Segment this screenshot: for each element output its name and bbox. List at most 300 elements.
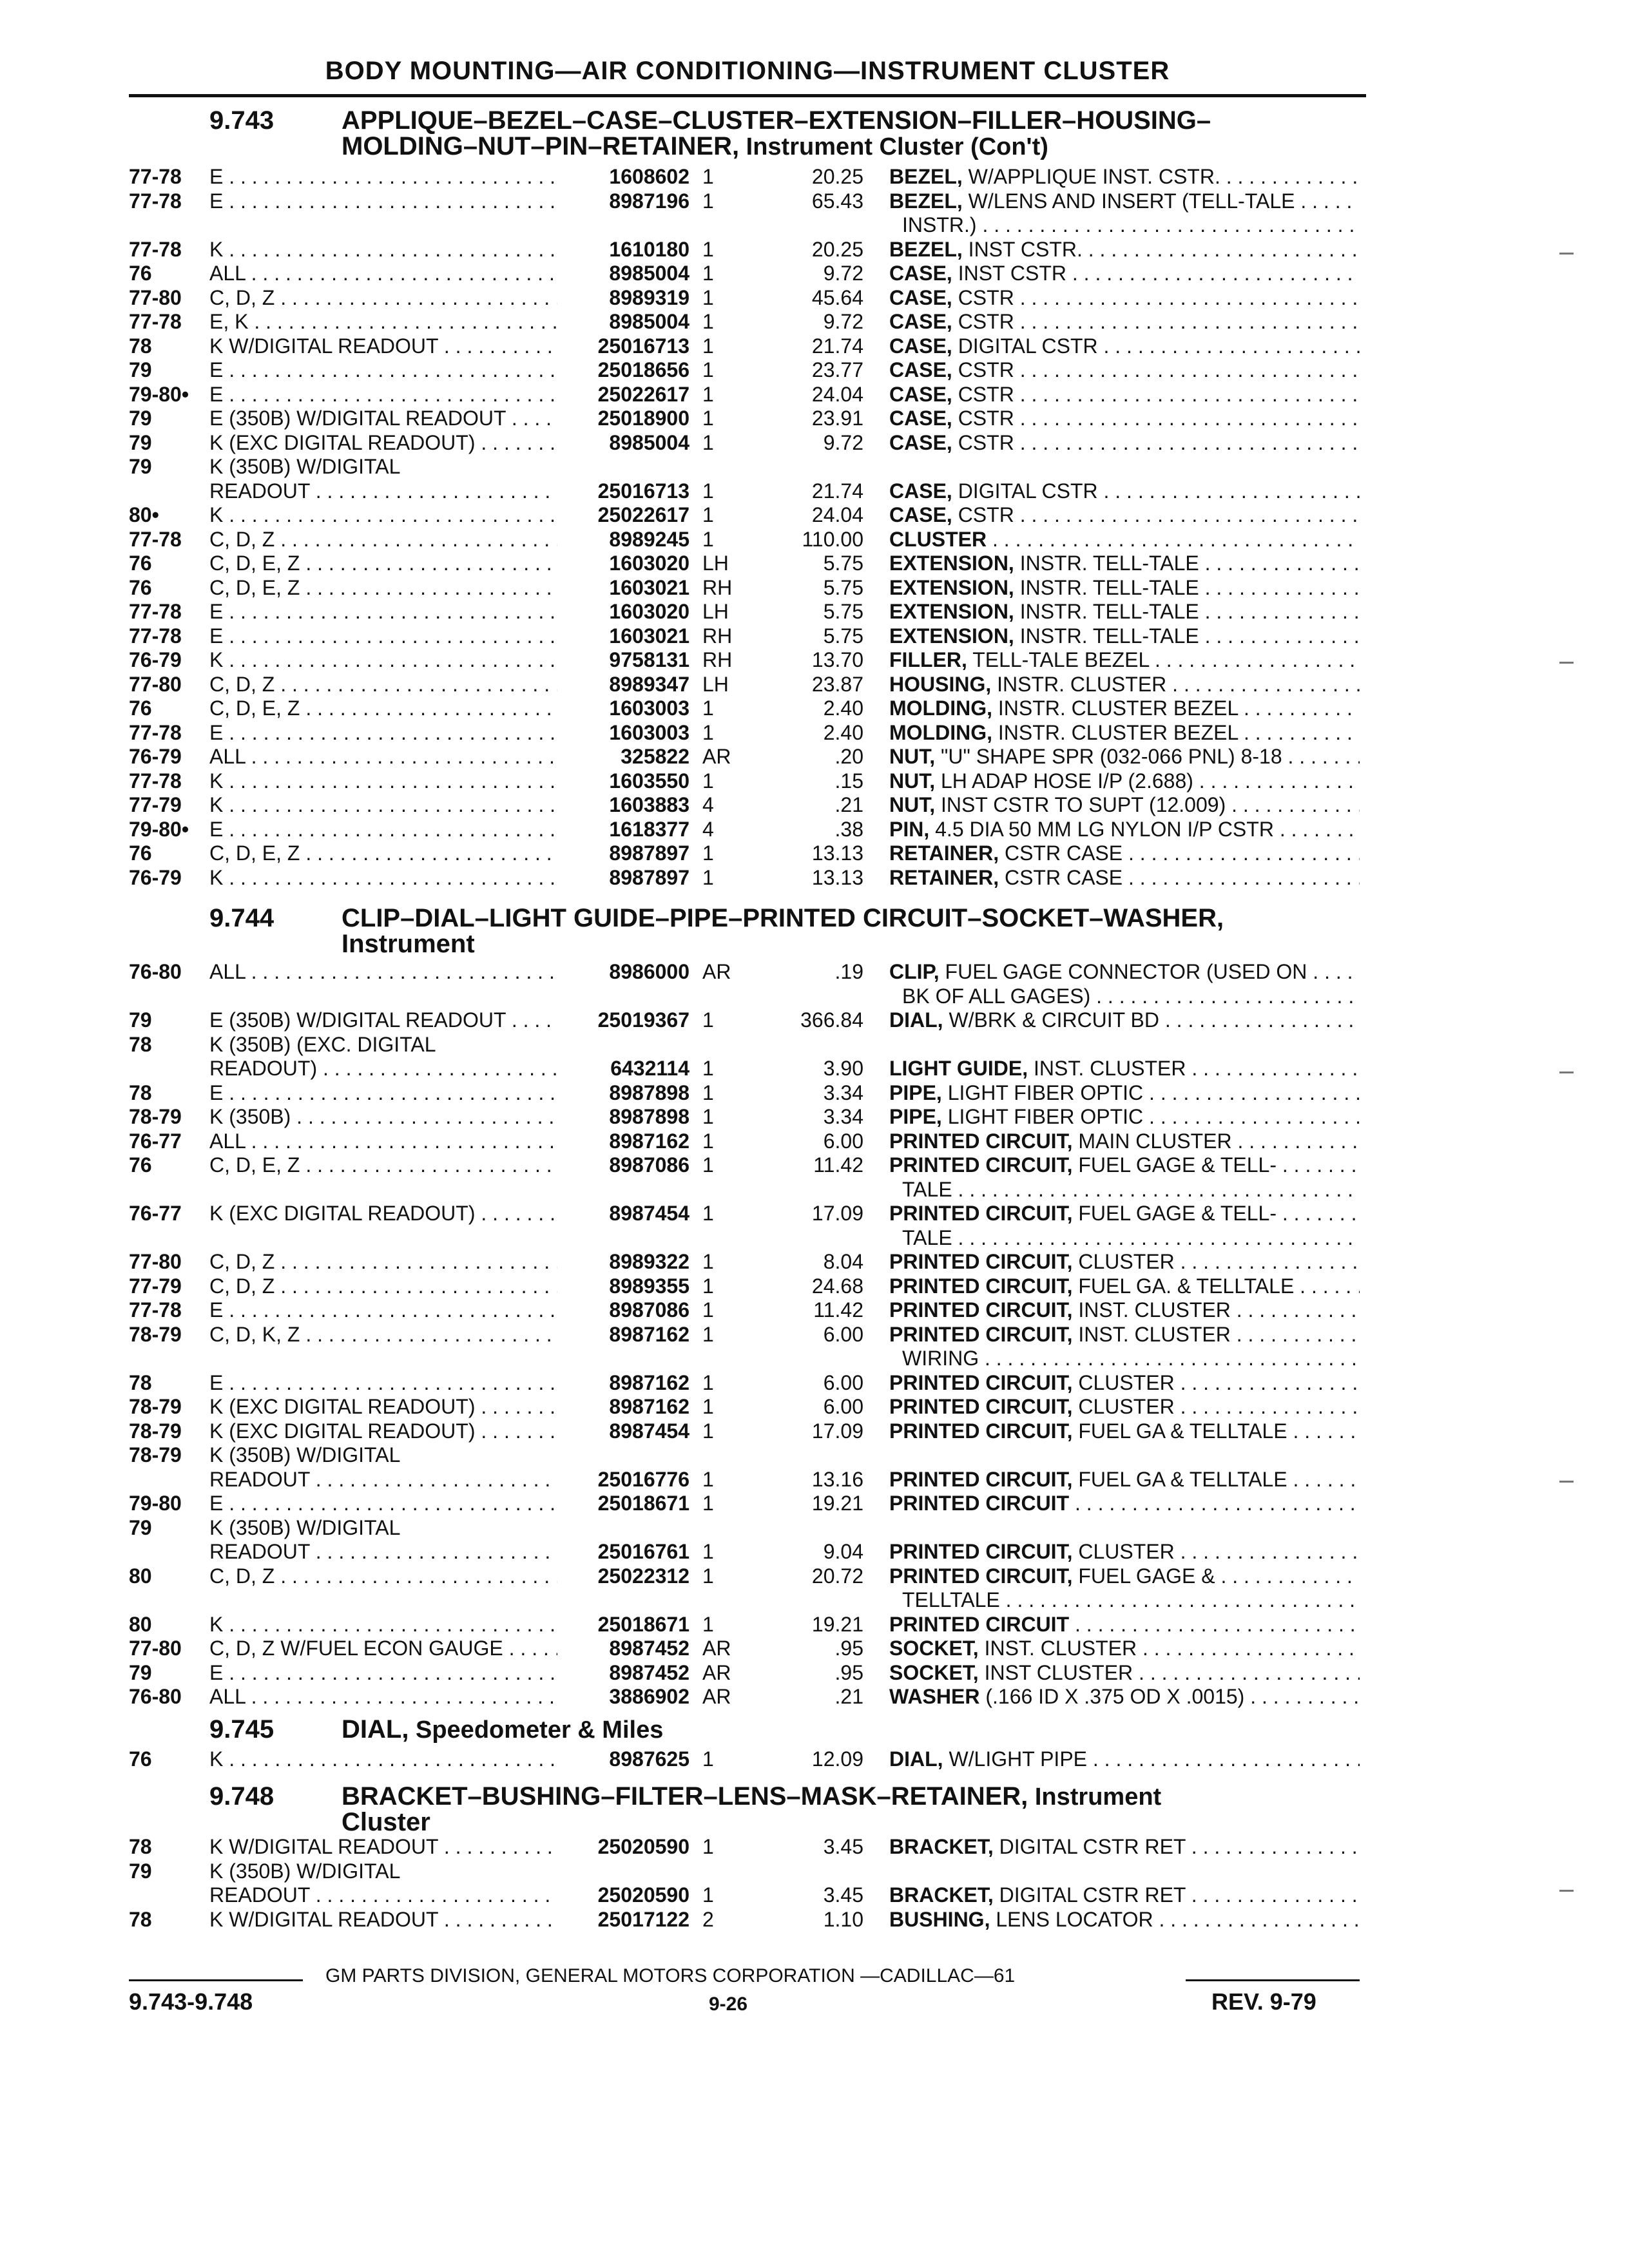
application: K (EXC DIGITAL READOUT) . . . (209, 1395, 557, 1419)
quantity: 1 (702, 358, 714, 381)
application: E . . . (209, 1661, 557, 1685)
quantity: 1 (702, 1322, 714, 1346)
model-year: 77-78 (129, 165, 182, 188)
model-year: 76 (129, 1153, 152, 1177)
table-row (0, 1908, 1629, 1932)
description-keyword: SOCKET, (889, 1660, 979, 1684)
model-year: 76-80 (129, 1685, 182, 1708)
description (889, 1492, 1360, 1515)
description (889, 600, 1360, 624)
price: 13.70 (811, 648, 863, 671)
description-keyword: BEZEL, (889, 189, 963, 213)
price: .21 (834, 1685, 863, 1708)
description-keyword: CASE, (889, 358, 952, 381)
description-keyword: HOUSING, (889, 672, 992, 696)
section-number: 9.748 (209, 1782, 275, 1811)
description-keyword: BRACKET, (889, 1835, 994, 1858)
price: 11.42 (813, 1298, 863, 1321)
quantity: 4 (702, 817, 714, 841)
margin-tick (1559, 253, 1574, 255)
quantity: 1 (702, 1419, 714, 1443)
part-number: 8987897 (609, 865, 689, 889)
price: 5.75 (823, 600, 863, 623)
price: 1.10 (823, 1907, 863, 1931)
description-text: DIGITAL CSTR (952, 479, 1098, 503)
table-row (0, 866, 1629, 890)
table-row (0, 1008, 1629, 1032)
application: ALL . . . (209, 960, 557, 984)
model-year: 76-77 (129, 1129, 182, 1153)
footer-publisher: GM PARTS DIVISION, GENERAL MOTORS CORPORATION —CADILLAC—61 (325, 1965, 1016, 1986)
price: 3.45 (823, 1883, 863, 1907)
description-text: CLUSTER (1072, 1370, 1175, 1394)
model-year: 79 (129, 1660, 152, 1684)
application: E . . . (209, 818, 557, 841)
price: 17.09 (811, 1202, 863, 1225)
description (889, 1298, 1360, 1322)
table-row (0, 1443, 1629, 1467)
price: .95 (834, 1660, 863, 1684)
model-year: 78 (129, 1032, 152, 1056)
part-number: 25019367 (597, 1008, 689, 1032)
quantity: 1 (702, 1274, 714, 1298)
description-text: CSTR (952, 407, 1014, 430)
application: E . . . (209, 624, 557, 648)
table-row (0, 431, 1629, 455)
description-text: LENS LOCATOR (990, 1907, 1153, 1931)
application: C, D, E, Z . . . (209, 1153, 557, 1177)
price: 13.16 (811, 1467, 863, 1491)
application: K . . . (209, 793, 557, 817)
model-year: 76 (129, 262, 152, 285)
application: C, D, Z . . . (209, 1564, 557, 1588)
description (889, 793, 1360, 817)
table-row (0, 310, 1629, 334)
price: 21.74 (811, 334, 863, 358)
description (889, 383, 1360, 407)
application: READOUT) . . . (209, 1057, 557, 1081)
table-row (0, 165, 1629, 189)
model-year: 78-79 (129, 1395, 182, 1418)
application: READOUT . . . (209, 1540, 557, 1564)
part-number: 25020590 (597, 1835, 689, 1858)
description-text: INSTR. TELL-TALE (1014, 600, 1199, 623)
price: .21 (834, 793, 863, 816)
part-number: 25016713 (597, 334, 689, 358)
price: .38 (834, 817, 863, 841)
quantity: 1 (702, 430, 714, 454)
description (889, 960, 1360, 984)
application: C, D, Z . . . (209, 673, 557, 697)
price: 3.90 (823, 1057, 863, 1080)
table-row (0, 960, 1629, 984)
table-row (0, 358, 1629, 382)
description (889, 1637, 1360, 1660)
description (889, 624, 1360, 648)
price: 6.00 (823, 1395, 863, 1418)
quantity: 1 (702, 237, 714, 261)
description-keyword: PRINTED CIRCUIT, (889, 1419, 1073, 1443)
description (889, 1468, 1360, 1492)
description (889, 1008, 1360, 1032)
application: E . . . (209, 165, 557, 189)
model-year: 77-78 (129, 189, 182, 213)
description-text: FUEL GAGE CONNECTOR (USED ON (939, 960, 1307, 983)
price: 20.25 (811, 237, 863, 261)
part-number: 8987452 (609, 1637, 689, 1660)
part-number: 325822 (621, 745, 689, 768)
application: C, D, Z . . . (209, 1250, 557, 1274)
description (889, 673, 1360, 697)
part-number: 8987162 (609, 1370, 689, 1394)
model-year: 78-79 (129, 1322, 182, 1346)
part-number: 25022312 (597, 1564, 689, 1588)
description (889, 1883, 1360, 1907)
table-row (0, 1883, 1629, 1907)
description-text: CLUSTER (1072, 1395, 1175, 1418)
description-keyword: PRINTED CIRCUIT, (889, 1298, 1073, 1321)
model-year: 78 (129, 1835, 152, 1858)
table-row (0, 793, 1629, 817)
application: K (EXC DIGITAL READOUT) . . . (209, 1419, 557, 1443)
description-keyword: PRINTED CIRCUIT, (889, 1202, 1073, 1225)
description (889, 1153, 1360, 1177)
part-number: 8986000 (609, 960, 689, 983)
table-row (0, 238, 1629, 262)
part-number: 1603021 (609, 624, 689, 648)
table-row (0, 1835, 1629, 1859)
margin-tick (1559, 1072, 1574, 1073)
footer-section-range: 9.743-9.748 (129, 1988, 253, 2015)
description-text: TELL-TALE BEZEL (967, 648, 1150, 671)
application: K (350B) W/DIGITAL (209, 1859, 401, 1883)
model-year: 76 (129, 841, 152, 865)
section-title-line2 (342, 132, 1048, 161)
part-number: 8987086 (609, 1298, 689, 1321)
table-row (0, 1274, 1629, 1298)
quantity: 1 (702, 262, 714, 285)
model-year: 76 (129, 1747, 152, 1771)
table-row (0, 286, 1629, 310)
description-text: CSTR (952, 382, 1014, 406)
table-row (0, 600, 1629, 624)
price: 23.77 (811, 358, 863, 381)
part-number: 8989245 (609, 527, 689, 551)
description (889, 1685, 1360, 1709)
description-text: W/APPLIQUE INST. CSTR. (962, 165, 1220, 188)
description-keyword: PIPE, (889, 1105, 942, 1128)
description-keyword: RETAINER, (889, 841, 999, 865)
application: C, D, E, Z . . . (209, 552, 557, 575)
description (889, 697, 1360, 720)
description-continuation: BK OF ALL GAGES) . . . (902, 985, 1360, 1008)
section-title-bold: BRACKET–BUSHING–FILTER–LENS–MASK–RETAINER, (342, 1782, 1028, 1811)
description (889, 1274, 1360, 1298)
application: K W/DIGITAL READOUT . . . (209, 1835, 557, 1859)
description-keyword: EXTENSION, (889, 552, 1014, 575)
description-text: CSTR (952, 310, 1014, 333)
price: 5.75 (823, 575, 863, 599)
description (889, 528, 1360, 552)
quantity: 1 (702, 1008, 714, 1032)
price: 9.72 (823, 430, 863, 454)
part-number: 8987086 (609, 1153, 689, 1177)
description (889, 431, 1360, 455)
application: E (350B) W/DIGITAL READOUT . . . (209, 1008, 557, 1032)
description-text: INST. CLUSTER (1072, 1298, 1231, 1321)
table-row (0, 1516, 1629, 1540)
application: C, D, E, Z . . . (209, 841, 557, 865)
description-keyword: PRINTED CIRCUIT, (889, 1564, 1073, 1588)
table-row (0, 1323, 1629, 1347)
section-title-line1 (342, 1715, 663, 1744)
description-text: CSTR (952, 285, 1014, 309)
part-number: 8987162 (609, 1322, 689, 1346)
application: E . . . (209, 189, 557, 213)
model-year: 77-78 (129, 769, 182, 793)
price: 5.75 (823, 624, 863, 648)
part-number: 8985004 (609, 310, 689, 333)
quantity: 1 (702, 1081, 714, 1104)
price: 6.00 (823, 1322, 863, 1346)
section-title-line1: CLIP–DIAL–LIGHT GUIDE–PIPE–PRINTED CIRCUIT–SOCKET–WASHER, (342, 904, 1224, 932)
description-text: INSTR. TELL-TALE (1014, 552, 1199, 575)
description-keyword: CASE, (889, 503, 952, 526)
price: 65.43 (811, 189, 863, 213)
application: C, D, Z . . . (209, 528, 557, 552)
table-row (0, 383, 1629, 407)
price: 19.21 (811, 1492, 863, 1515)
description-text: LIGHT FIBER OPTIC (941, 1105, 1144, 1128)
model-year: 78-79 (129, 1419, 182, 1443)
table-row (0, 1105, 1629, 1129)
description-keyword: CASE, (889, 262, 952, 285)
quantity: 1 (702, 1298, 714, 1321)
model-year: 78-79 (129, 1443, 182, 1466)
table-row (0, 503, 1629, 527)
model-year: 79 (129, 407, 152, 430)
part-number: 25020590 (597, 1883, 689, 1907)
description-text: FUEL GAGE & (1072, 1564, 1215, 1588)
part-number: 25016761 (597, 1540, 689, 1563)
part-number: 25018671 (597, 1612, 689, 1636)
description-text: MAIN CLUSTER (1072, 1129, 1232, 1153)
part-number: 1603003 (609, 720, 689, 744)
application: E . . . (209, 383, 557, 407)
price: 8.04 (823, 1250, 863, 1273)
application: E . . . (209, 600, 557, 624)
section-title-line2-sub: Instrument Cluster (Con't) (739, 133, 1048, 160)
description-text: INST CSTR TO SUPT (12.009) (935, 793, 1226, 816)
quantity: 1 (702, 1105, 714, 1128)
quantity: 1 (702, 527, 714, 551)
description-text: DIGITAL CSTR RET (993, 1883, 1186, 1907)
price: 366.84 (800, 1008, 863, 1032)
description-continuation: TALE . . . (902, 1226, 1360, 1250)
table-row (0, 697, 1629, 720)
table-row (0, 1153, 1629, 1177)
table-row (0, 1395, 1629, 1419)
description-text: W/BRK & CIRCUIT BD (943, 1008, 1159, 1032)
application: K (350B) W/DIGITAL (209, 1515, 401, 1539)
section-title-line2: Instrument (342, 930, 475, 958)
description-keyword: CASE, (889, 285, 952, 309)
part-number: 3886902 (609, 1685, 689, 1708)
application: READOUT . . . (209, 1883, 557, 1907)
price: 21.74 (811, 479, 863, 503)
section-number: 9.743 (209, 106, 275, 135)
price: 24.04 (811, 382, 863, 406)
application: C, D, E, Z . . . (209, 697, 557, 720)
table-row (0, 479, 1629, 503)
price: 110.00 (802, 527, 863, 551)
model-year: 77-80 (129, 672, 182, 696)
margin-tick (1559, 1890, 1574, 1892)
description-text: CSTR (952, 358, 1014, 381)
model-year: 76-79 (129, 648, 182, 671)
price: 6.00 (823, 1370, 863, 1394)
application: K . . . (209, 503, 557, 527)
quantity: RH (702, 648, 733, 671)
price: 20.25 (811, 165, 863, 188)
description-keyword: NUT, (889, 769, 936, 793)
description (889, 769, 1360, 793)
quantity: 1 (702, 769, 714, 793)
application: E, K . . . (209, 310, 557, 334)
description-continuation: WIRING . . . (902, 1347, 1360, 1370)
description (889, 165, 1360, 189)
description-keyword: LIGHT GUIDE, (889, 1057, 1028, 1080)
table-row (0, 576, 1629, 600)
model-year: 78 (129, 334, 152, 358)
application: C, D, Z . . . (209, 1274, 557, 1298)
description-text: CSTR CASE (999, 865, 1123, 889)
section-title-sub: Instrument (1028, 1783, 1162, 1811)
description-text: CSTR (952, 430, 1014, 454)
description-keyword: PRINTED CIRCUIT, (889, 1540, 1073, 1563)
quantity: 1 (702, 310, 714, 333)
table-row (0, 1492, 1629, 1515)
model-year: 76 (129, 697, 152, 720)
price: 11.42 (813, 1153, 863, 1177)
application: C, D, Z . . . (209, 286, 557, 310)
part-number: 25018671 (597, 1492, 689, 1515)
section-title-bold: DIAL, (342, 1715, 409, 1744)
quantity: LH (702, 600, 729, 623)
margin-tick (1559, 662, 1574, 664)
application: K W/DIGITAL READOUT . . . (209, 334, 557, 358)
quantity: 1 (702, 697, 714, 720)
part-number: 8985004 (609, 430, 689, 454)
quantity: 1 (702, 1835, 714, 1858)
application: K (350B) . . . (209, 1105, 557, 1129)
part-number: 1603020 (609, 552, 689, 575)
quantity: AR (702, 1660, 731, 1684)
table-row (0, 1613, 1629, 1637)
application: E . . . (209, 1298, 557, 1322)
table-row (0, 189, 1629, 213)
quantity: 1 (702, 1250, 714, 1273)
price: 17.09 (811, 1419, 863, 1443)
description (889, 648, 1360, 672)
quantity: 1 (702, 285, 714, 309)
price: 9.72 (823, 262, 863, 285)
description-keyword: SOCKET, (889, 1637, 979, 1660)
part-number: 8987454 (609, 1202, 689, 1225)
application: C, D, E, Z . . . (209, 576, 557, 600)
table-row (0, 624, 1629, 648)
description-text: INST. CLUSTER (978, 1637, 1137, 1660)
model-year: 76-79 (129, 745, 182, 768)
quantity: 1 (702, 1467, 714, 1491)
quantity: 1 (702, 165, 714, 188)
price: 23.91 (811, 407, 863, 430)
description-text: INST. CLUSTER (1028, 1057, 1186, 1080)
page-header-title: BODY MOUNTING—AIR CONDITIONING—INSTRUMENT CLUSTER (325, 57, 1170, 85)
table-row (0, 648, 1629, 672)
model-year: 79-80 (129, 1492, 182, 1515)
price: 9.72 (823, 310, 863, 333)
description-keyword: CASE, (889, 407, 952, 430)
description (889, 1835, 1360, 1859)
table-row (0, 1081, 1629, 1105)
table-row (0, 1860, 1629, 1883)
quantity: 1 (702, 189, 714, 213)
model-year: 79 (129, 1515, 152, 1539)
model-year: 79-80• (129, 817, 189, 841)
description (889, 1057, 1360, 1081)
footer-revision: REV. 9-79 (1211, 1988, 1316, 2015)
part-number: 8987162 (609, 1395, 689, 1418)
table-row (0, 841, 1629, 865)
quantity: AR (702, 1685, 731, 1708)
quantity: 1 (702, 1492, 714, 1515)
description-keyword: MOLDING, (889, 697, 992, 720)
description-text: W/LENS AND INSERT (TELL-TALE (962, 189, 1295, 213)
price: 19.21 (811, 1612, 863, 1636)
quantity: 1 (702, 479, 714, 503)
part-number: 1603020 (609, 600, 689, 623)
description-text: INSTR. CLUSTER (991, 672, 1167, 696)
price: .95 (834, 1637, 863, 1660)
table-row (0, 673, 1629, 697)
quantity: 1 (702, 334, 714, 358)
model-year: 76-79 (129, 865, 182, 889)
model-year: 77-78 (129, 527, 182, 551)
price: 45.64 (811, 285, 863, 309)
table-row (0, 1250, 1629, 1274)
quantity: LH (702, 672, 729, 696)
quantity: 1 (702, 1370, 714, 1394)
quantity: 1 (702, 865, 714, 889)
description (889, 407, 1360, 430)
application: K (EXC DIGITAL READOUT) . . . (209, 431, 557, 455)
description (889, 1323, 1360, 1347)
price: 3.34 (823, 1081, 863, 1104)
description (889, 1613, 1360, 1637)
quantity: 1 (702, 1747, 714, 1771)
description-text: CLUSTER (1072, 1250, 1175, 1273)
part-number: 8989322 (609, 1250, 689, 1273)
quantity: 1 (702, 1153, 714, 1177)
description (889, 818, 1360, 841)
description-text: LH ADAP HOSE I/P (2.688) (935, 769, 1193, 793)
part-number: 25018656 (597, 358, 689, 381)
description-text: FUEL GAGE & TELL- (1072, 1202, 1277, 1225)
part-number: 9758131 (609, 648, 689, 671)
description-keyword: PRINTED CIRCUIT, (889, 1274, 1073, 1298)
quantity: 1 (702, 1057, 714, 1080)
